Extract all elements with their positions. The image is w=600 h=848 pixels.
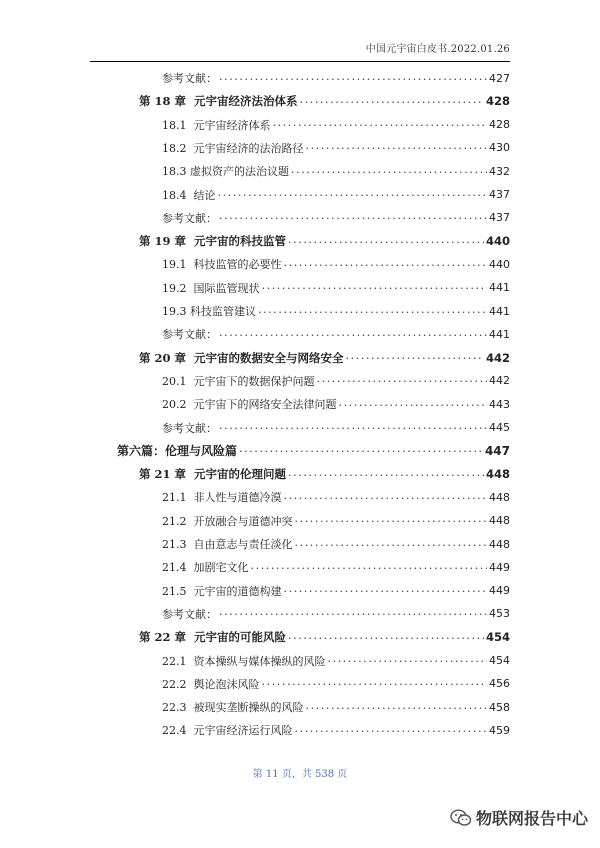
toc-entry-page: 437 (489, 188, 510, 201)
toc-dot-leader (262, 675, 488, 688)
toc-entry-section[interactable] (162, 185, 510, 205)
toc-entry-label: 19.2 国际监管现状 (162, 281, 260, 295)
toc-entry-label: 参考文献： (162, 328, 217, 342)
toc-entry-section[interactable] (162, 278, 510, 298)
toc-entry-section[interactable] (162, 138, 510, 158)
toc-entry-section[interactable] (162, 487, 510, 507)
toc-dot-leader (219, 209, 487, 222)
toc-entry-ref[interactable] (162, 68, 510, 88)
toc-dot-leader (219, 419, 487, 432)
toc-entry-ref[interactable] (162, 604, 510, 624)
toc-entry-label: 20.2 元宇宙下的网络安全法律问题 (162, 398, 337, 412)
toc-entry-page: 448 (489, 537, 510, 551)
toc-entry-page: 428 (485, 94, 510, 109)
toc-entry-chapter[interactable] (139, 348, 510, 368)
toc-entry-page: 448 (489, 514, 510, 528)
toc-entry-chapter[interactable] (139, 91, 510, 111)
toc-dot-leader (317, 372, 488, 385)
toc-dot-leader (306, 699, 488, 712)
toc-dot-leader (328, 652, 488, 665)
toc-entry-section[interactable] (162, 371, 510, 391)
toc-entry-chapter[interactable] (139, 464, 510, 484)
toc-entry-label: 18.2 元宇宙经济的法治路径 (162, 141, 304, 155)
toc-dot-leader (291, 163, 487, 176)
toc-entry-chapter[interactable] (139, 231, 510, 251)
toc-entry-label: 21.1 非人性与道德冷漠 (162, 491, 282, 505)
toc-entry-page: 449 (489, 560, 510, 574)
toc-entry-page: 440 (489, 257, 510, 271)
watermark-text: 物联网报告中心 (476, 809, 589, 828)
wechat-icon (450, 809, 472, 827)
toc-entry-section[interactable] (162, 697, 510, 717)
toc-dot-leader (288, 233, 484, 246)
toc-entry-page: 441 (489, 304, 510, 318)
toc-entry-ref[interactable] (162, 418, 510, 438)
toc-dot-leader (295, 722, 488, 735)
toc-dot-leader (346, 349, 484, 362)
toc-entry-ref[interactable] (162, 324, 510, 344)
toc-entry-page: 430 (489, 141, 510, 155)
toc-dot-leader (219, 70, 487, 83)
toc-dot-leader (306, 139, 488, 152)
toc-entry-page: 441 (489, 281, 510, 295)
watermark (450, 806, 588, 829)
toc-dot-leader (239, 442, 483, 455)
toc-entry-label: 第六篇：伦理与风险篇 (117, 444, 238, 459)
toc-entry-section[interactable] (162, 254, 510, 274)
toc-entry-label: 参考文献： (162, 72, 217, 85)
toc-dot-leader (300, 93, 484, 106)
page-header: 中国元宇宙白皮书.2022.01.26 (365, 44, 510, 55)
page-footer: 第 11 页，共 538 页 (252, 769, 348, 780)
toc-entry-page: 445 (489, 421, 510, 434)
toc-entry-label: 21.2 开放融合与道德冲突 (162, 514, 293, 528)
toc-dot-leader (284, 582, 488, 595)
toc-entry-page: 453 (489, 607, 510, 621)
header-rule (90, 61, 510, 62)
toc-dot-leader (219, 326, 487, 339)
toc-dot-leader (288, 629, 484, 642)
toc-entry-label: 第 21 章 元宇宙的伦理问题 (139, 467, 287, 482)
toc-entry-page: 454 (485, 630, 510, 645)
toc-dot-leader (338, 396, 487, 409)
toc-entry-label: 19.3 科技监管建议 (162, 305, 256, 318)
toc-dot-leader (251, 559, 488, 572)
toc-entry-label: 18.3 虚拟资产的法治议题 (162, 165, 289, 179)
toc-entry-page: 456 (489, 677, 510, 691)
toc-dot-leader (295, 512, 488, 525)
toc-entry-label: 21.4 加剧宅文化 (162, 561, 249, 575)
toc-entry-label: 18.1 元宇宙经济体系 (162, 118, 271, 132)
toc-entry-page: 458 (489, 700, 510, 714)
toc-entry-page: 448 (489, 490, 510, 504)
toc-dot-leader (284, 489, 488, 502)
toc-entry-page: 449 (489, 584, 510, 598)
toc-entry-label: 第 19 章 元宇宙的科技监管 (139, 234, 287, 249)
toc-entry-page: 427 (489, 71, 510, 85)
toc-entry-section[interactable] (162, 534, 510, 554)
toc-entry-page: 447 (484, 443, 510, 458)
toc-entry-section[interactable] (162, 115, 510, 135)
toc-entry-page: 442 (489, 374, 510, 388)
toc-entry-label: 22.4 元宇宙经济运行风险 (162, 724, 293, 738)
toc-entry-label: 22.2 舆论泡沫风险 (162, 677, 260, 691)
toc-entry-section[interactable] (162, 394, 510, 414)
toc-dot-leader (295, 536, 488, 549)
toc-entry-label: 20.1 元宇宙下的数据保护问题 (162, 374, 315, 388)
toc-entry-label: 参考文献： (162, 211, 217, 225)
toc-entry-page: 440 (485, 234, 510, 249)
toc-entry-section[interactable] (162, 511, 510, 531)
toc-entry-label: 22.3 被现实垄断操纵的风险 (162, 701, 304, 715)
toc-entry-page: 428 (489, 118, 510, 132)
toc-entry-label: 第 20 章 元宇宙的数据安全与网络安全 (139, 350, 344, 365)
toc-entry-section[interactable] (162, 161, 510, 181)
toc-entry-section[interactable] (162, 720, 510, 740)
toc-dot-leader (284, 256, 488, 269)
toc-entry-ref[interactable] (162, 208, 510, 228)
toc-entry-page: 459 (489, 723, 510, 737)
toc-entry-part[interactable] (117, 441, 510, 461)
toc-entry-page: 442 (485, 350, 510, 365)
toc-entry-label: 第 18 章 元宇宙经济法治体系 (139, 94, 298, 109)
toc-entry-label: 参考文献： (162, 421, 217, 435)
toc-entry-page: 448 (485, 467, 510, 482)
toc-entry-section[interactable] (162, 651, 510, 671)
toc-entry-label: 参考文献： (162, 607, 217, 621)
toc-dot-leader (273, 116, 488, 129)
toc-entry-label: 22.1 资本操纵与媒体操纵的风险 (162, 654, 326, 668)
toc-dot-leader (218, 186, 488, 199)
toc-entry-section[interactable] (162, 301, 510, 321)
toc-entry-label: 19.1 科技监管的必要性 (162, 258, 282, 272)
toc-entry-section[interactable] (162, 674, 510, 694)
toc-entry-section[interactable] (162, 581, 510, 601)
toc-entry-page: 443 (489, 397, 510, 411)
toc-dot-leader (288, 466, 484, 479)
toc-entry-chapter[interactable] (139, 627, 510, 647)
toc-dot-leader (262, 279, 488, 292)
toc-entry-label: 21.3 自由意志与责任淡化 (162, 538, 293, 551)
toc-entry-label: 18.4 结论 (162, 188, 216, 202)
toc-entry-page: 454 (489, 654, 510, 667)
toc-dot-leader (258, 303, 487, 316)
toc-entry-page: 432 (489, 164, 510, 178)
toc-entry-page: 437 (489, 211, 510, 225)
toc-dot-leader (219, 605, 487, 618)
toc-entry-section[interactable] (162, 557, 510, 577)
toc-entry-label: 21.5 元宇宙的道德构建 (162, 584, 282, 598)
toc-entry-page: 441 (489, 327, 510, 341)
toc-entry-label: 第 22 章 元宇宙的可能风险 (139, 630, 287, 645)
